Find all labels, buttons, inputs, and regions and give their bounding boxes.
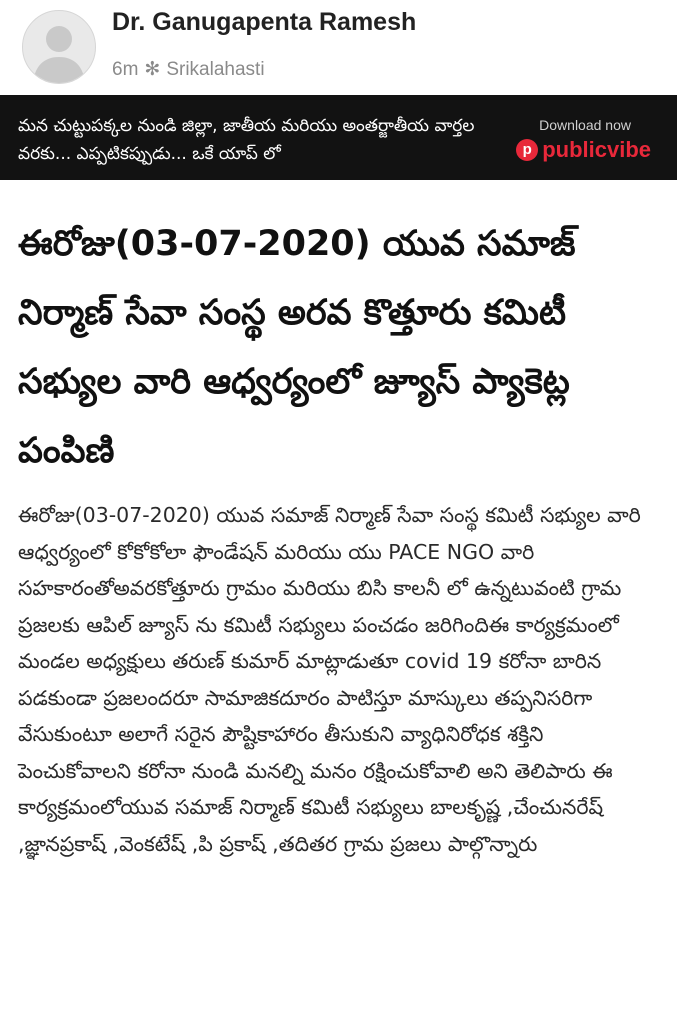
user-silhouette-icon (23, 11, 95, 83)
brand-logo[interactable] (516, 137, 651, 163)
download-now-label[interactable]: Download now (539, 117, 631, 133)
post-time: 6m (112, 58, 139, 80)
publicvibe-ad-banner[interactable] (0, 95, 677, 180)
article-body: ఈరోజు(03-07-2020) యువ సమాజ్ నిర్మాణ్ సేవా సంస్థ కమిటీ సభ్యుల వారి ఆధ్వర్యంలో కోకోకోలా ఫౌండేషన్ మరియు యు PACE NGO వారి సహకారంతోఅవరకోత్తూరు గ్రామం మరియు బిసి కాలనీ లో ఉన్నటువంటి గ్రామ ప్రజలకు ఆపిల్ జ్యూస్ ను కమిటీ సభ్యులు పంచడం జరిగిందిఈ కార్యక్రమంలో మండల అధ్యక్షులు తరుణ్ కుమార్ మాట్లాడుతూ covid 19 కరోనా బారిన పడకుండా ప్రజలందరూ సామాజికదూరం పాటిస్తూ మాస్కులు తప్పనిసరిగా వేసుకుంటూ అలాగే సరైన పౌష్టికాహారం తీసుకుని వ్యాధినిరోధక శక్తిని పెంచుకోవాలని కరోనా నుండి మనల్ని మనం రక్షించుకోవాలి అని తెలిపారు ఈ కార్యక్రమంలోయువ సమాజ్ నిర్మాణ్ కమిటీ సభ్యులు బాలకృష్ణ ,చేంచునరేష్ ,జ్ఞానప్రకాష్ ,వెంకటేష్ ,పి ప్రకాష్ ,తదితర గ్రామ ప్రజలు పాల్గొన్నారు (18, 503, 641, 856)
brand-name: publicvibe (542, 137, 651, 162)
post-header (0, 0, 677, 95)
separator-icon: ✻ (144, 59, 161, 80)
banner-text: మన చుట్టుపక్కల నుండి జిల్లా, జాతీయ మరియు అంతర్జాతీయ వార్తల వరకు... ఎప్పటికప్పుడు... ఒకే యాప్ లో (18, 116, 475, 164)
post-meta (112, 58, 265, 81)
avatar[interactable] (22, 10, 96, 84)
author-name[interactable]: Dr. Ganugapenta Ramesh (112, 8, 417, 36)
publicvibe-logo-icon: p (516, 139, 538, 161)
article-title: ఈరోజు(03-07-2020) యువ సమాజ్ నిర్మాణ్ సేవా సంస్థ అరవ కొత్తూరు కమిటీ సభ్యుల వారి ఆధ్వర్యంలో జ్యూస్ ప్యాకెట్ల పంపిణి (18, 224, 576, 471)
post-location[interactable]: Srikalahasti (166, 58, 265, 80)
